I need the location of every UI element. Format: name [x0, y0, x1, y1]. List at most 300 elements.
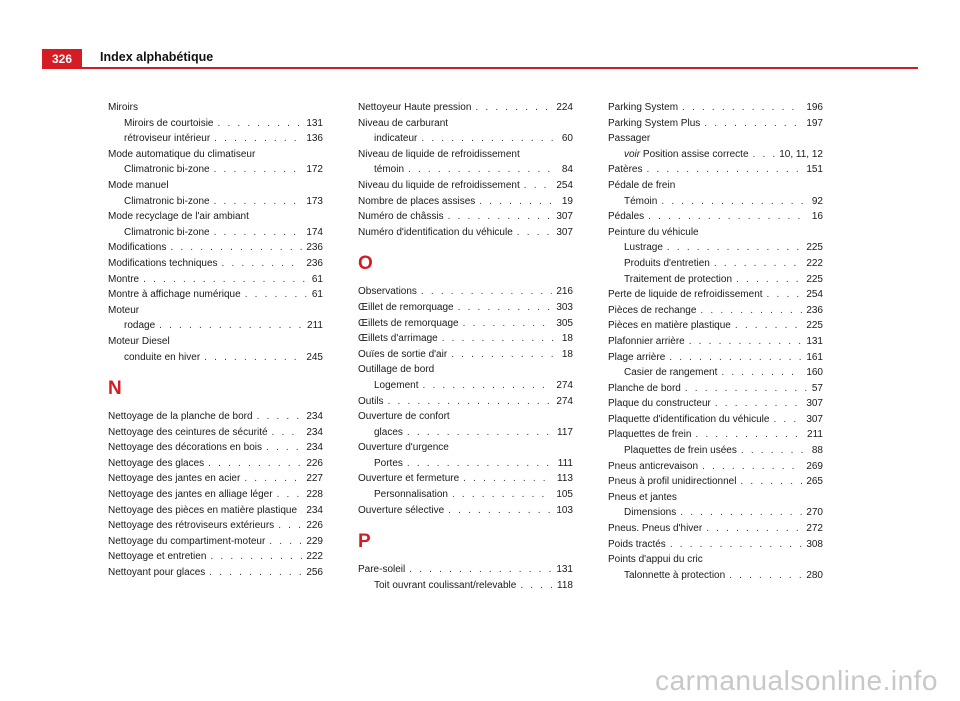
entry-page: 136 [306, 133, 323, 145]
entry-page: 272 [806, 523, 823, 535]
entry-label [608, 537, 666, 553]
entry-page: 61 [311, 273, 323, 285]
entry-text: Traitement de protection [624, 273, 733, 285]
index-entry [608, 427, 823, 443]
entry-text: conduite en hiver [124, 351, 201, 363]
dot-leader [222, 256, 303, 272]
entry-text: Patères [608, 164, 643, 176]
index-entry [608, 334, 823, 350]
index-entry [608, 412, 823, 428]
entry-label [358, 331, 438, 347]
entry-page: 274 [556, 379, 573, 391]
index-entry [108, 256, 323, 272]
index-heading: Points d'appui du cric [608, 554, 703, 566]
entry-text: Casier de rangement [624, 367, 718, 379]
entry-page: 131 [556, 564, 573, 576]
index-subentry [608, 505, 823, 521]
entry-page: 307 [806, 413, 823, 425]
entry-label [374, 378, 418, 394]
index-entry [358, 178, 573, 194]
index-entry [608, 396, 823, 412]
entry-page: 173 [306, 195, 323, 207]
entry-page: 211 [807, 429, 823, 441]
entry-page: 269 [806, 460, 823, 472]
entry-label [108, 272, 139, 288]
index-entry [108, 518, 323, 534]
dot-leader [407, 425, 553, 441]
entry-text: Montre [108, 273, 140, 285]
entry-text: Plage arrière [608, 351, 666, 363]
entry-text: Parking System Plus [608, 117, 701, 129]
entry-label [374, 578, 516, 594]
dot-leader [753, 147, 776, 163]
entry-label [124, 116, 213, 132]
entry-label [108, 471, 240, 487]
index-entry [108, 272, 323, 288]
entry-text: Perte de liquide de refroidissement [608, 289, 763, 301]
entry-label [358, 100, 471, 116]
entry-label [608, 209, 644, 225]
page-number: 326 [42, 49, 82, 69]
entry-label [108, 409, 253, 425]
entry-text: Nettoyage des pièces en matière plastique [108, 504, 298, 516]
dot-leader [245, 287, 308, 303]
entry-label [358, 225, 513, 241]
page-title: Index alphabétique [100, 50, 214, 64]
index-entry [608, 303, 823, 319]
entry-text: Toit ouvrant coulissant/relevable [374, 579, 517, 591]
entry-page: 245 [306, 351, 323, 363]
entry-text: Climatronic bi-zone [124, 195, 210, 207]
entry-label [124, 194, 210, 210]
index-column-3 [608, 100, 823, 583]
dot-leader [407, 456, 554, 472]
entry-page: 225 [806, 242, 823, 254]
index-subentry [108, 162, 323, 178]
dot-leader [209, 565, 302, 581]
entry-label [624, 256, 710, 272]
entry-label [124, 162, 210, 178]
index-subentry [608, 256, 823, 272]
entry-text: Pièces de rechange [608, 304, 697, 316]
entry-text: Plaque du constructeur [608, 398, 711, 410]
entry-label [608, 287, 763, 303]
entry-label [624, 443, 737, 459]
entry-text: Miroirs de courtoisie [124, 117, 214, 129]
index-entry [608, 474, 823, 490]
entry-label [358, 394, 384, 410]
entry-page: 103 [556, 504, 573, 516]
index-entry [358, 394, 573, 410]
index-subentry [108, 116, 323, 132]
entry-page: 303 [556, 301, 573, 313]
entry-page: 226 [306, 520, 323, 532]
entry-text: Numéro d'identification du véhicule [358, 226, 513, 238]
entry-page: 92 [811, 195, 823, 207]
index-subentry [108, 225, 323, 241]
entry-page: 57 [811, 382, 823, 394]
entry-label [624, 194, 657, 210]
entry-text: Talonnette à protection [624, 569, 726, 581]
dot-leader [448, 209, 553, 225]
entry-text: Dimensions [624, 507, 677, 519]
dot-leader [667, 240, 802, 256]
index-entry [108, 425, 323, 441]
entry-text: Personnalisation [374, 489, 448, 501]
dot-leader [700, 303, 802, 319]
dot-leader [214, 194, 303, 210]
dot-leader [475, 100, 552, 116]
entry-label [608, 100, 678, 116]
entry-page: 265 [806, 476, 823, 488]
index-entry [608, 100, 823, 116]
index-heading: Moteur [108, 304, 140, 316]
index-entry [608, 287, 823, 303]
index-subentry [108, 194, 323, 210]
entry-label [358, 503, 444, 519]
entry-label [108, 456, 204, 472]
entry-page: 222 [806, 257, 823, 269]
entry-label [108, 240, 166, 256]
entry-label [608, 521, 702, 537]
entry-page: 151 [806, 164, 823, 176]
index-entry [358, 209, 573, 225]
index-heading: Ouverture d'urgence [358, 442, 449, 454]
index-heading: Mode automatique du climatiseur [108, 148, 256, 160]
dot-leader [740, 474, 802, 490]
entry-label [608, 412, 769, 428]
entry-text: Portes [374, 457, 403, 469]
index-entry [108, 503, 323, 519]
watermark: carmanualsonline.info [655, 665, 938, 696]
entry-label [124, 350, 200, 366]
index-heading: Peinture du véhicule [608, 226, 699, 238]
see-reference: voir [624, 148, 641, 160]
dot-leader [421, 284, 552, 300]
entry-text: Pneus anticrevaison [608, 460, 699, 472]
index-heading: Passager [608, 133, 651, 145]
entry-text: Nombre de places assises [358, 195, 476, 207]
entry-page: 274 [556, 395, 573, 407]
entry-label [358, 300, 454, 316]
index-column-1 [108, 100, 323, 581]
index-entry [108, 240, 323, 256]
entry-text: Position assise correcte [642, 148, 749, 160]
entry-text: Pneus. Pneus d'hiver [608, 523, 703, 535]
entry-text: Climatronic bi-zone [124, 164, 210, 176]
dot-leader [704, 116, 802, 132]
entry-page: 254 [806, 289, 823, 301]
index-heading: Mode manuel [108, 179, 169, 191]
entry-label [608, 162, 642, 178]
dot-leader [721, 365, 802, 381]
dot-leader [214, 225, 303, 241]
entry-label [358, 347, 447, 363]
entry-page: 234 [306, 411, 323, 423]
entry-label [624, 147, 749, 163]
index-entry [358, 300, 573, 316]
dot-leader [214, 162, 303, 178]
entry-label [608, 318, 731, 334]
entry-page: 228 [306, 489, 323, 501]
entry-text: Plaquettes de frein [608, 429, 692, 441]
entry-text: Pédales [608, 211, 645, 223]
entry-text: Nettoyage du compartiment-moteur [108, 535, 266, 547]
entry-label [124, 225, 210, 241]
entry-page: 307 [556, 211, 573, 223]
entry-page: 216 [556, 286, 573, 298]
dot-leader [520, 578, 553, 594]
dot-leader [159, 318, 303, 334]
dot-leader [442, 331, 558, 347]
entry-label [358, 178, 520, 194]
entry-page: 105 [556, 489, 573, 501]
entry-text: Plaquette d'identification du véhicule [608, 413, 770, 425]
index-entry [108, 549, 323, 565]
entry-text: Niveau du liquide de refroidissement [358, 179, 520, 191]
index-heading: Moteur Diesel [108, 335, 170, 347]
dot-leader [736, 272, 802, 288]
index-entry [608, 537, 823, 553]
index-heading: Pédale de frein [608, 179, 676, 191]
dot-leader [706, 521, 802, 537]
entry-label [624, 240, 663, 256]
entry-text: Plaquettes de frein usées [624, 445, 737, 457]
entry-page: 305 [556, 317, 573, 329]
index-entry [358, 562, 573, 578]
entry-text: Produits d'entretien [624, 257, 710, 269]
entry-text: Nettoyage et entretien [108, 551, 207, 563]
dot-leader [266, 440, 302, 456]
entry-label [108, 425, 268, 441]
entry-label [358, 562, 405, 578]
index-entry [358, 503, 573, 519]
dot-leader [408, 162, 558, 178]
index-entry [608, 318, 823, 334]
entry-label [624, 568, 725, 584]
entry-page: 225 [806, 320, 823, 332]
entry-page: 118 [557, 579, 573, 591]
entry-text: Pièces en matière plastique [608, 320, 731, 332]
entry-text: rodage [124, 320, 156, 332]
entry-page: 211 [307, 320, 323, 332]
index-entry [608, 381, 823, 397]
entry-text: glaces [374, 426, 403, 438]
entry-label [624, 365, 717, 381]
entry-page: 270 [806, 507, 823, 519]
dot-leader [670, 537, 803, 553]
entry-page: 113 [557, 473, 573, 485]
index-entry [358, 316, 573, 332]
entry-text: Plafonnier arrière [608, 335, 685, 347]
entry-page: 236 [306, 242, 323, 254]
entry-label [608, 334, 685, 350]
index-subentry [108, 318, 323, 334]
entry-label [108, 256, 218, 272]
entry-page: 131 [806, 335, 823, 347]
index-subentry [358, 162, 573, 178]
index-heading: Miroirs [108, 102, 138, 113]
index-entry [608, 116, 823, 132]
index-entry [108, 565, 323, 581]
entry-label [108, 287, 241, 303]
index-entry [358, 194, 573, 210]
index-entry [358, 225, 573, 241]
entry-label [374, 487, 448, 503]
entry-page: 197 [806, 117, 823, 129]
index-subentry [358, 378, 573, 394]
entry-label [108, 518, 274, 534]
section-letter: P [358, 531, 371, 553]
index-subentry [608, 240, 823, 256]
entry-label [374, 456, 403, 472]
index-heading: Pneus et jantes [608, 491, 677, 503]
index-subentry [358, 131, 573, 147]
entry-text: Climatronic bi-zone [124, 226, 210, 238]
entry-text: Témoin [624, 195, 658, 207]
entry-page: 117 [557, 426, 573, 438]
entry-text: rétroviseur intérieur [124, 133, 211, 145]
dot-leader [463, 316, 553, 332]
entry-text: Numéro de châssis [358, 211, 444, 223]
entry-text: Montre à affichage numérique [108, 289, 241, 301]
dot-leader [301, 503, 302, 519]
index-entry [108, 287, 323, 303]
entry-text: Ouverture et fermeture [358, 473, 460, 485]
entry-text: Nettoyeur Haute pression [358, 102, 472, 113]
entry-page: 236 [306, 257, 323, 269]
index-entry [108, 487, 323, 503]
entry-label [608, 350, 665, 366]
dot-leader [741, 443, 808, 459]
entry-label [358, 471, 459, 487]
dot-leader [452, 487, 552, 503]
entry-page: 18 [561, 333, 573, 345]
index-heading: Mode recyclage de l'air ambiant [108, 211, 249, 223]
entry-page: 308 [806, 538, 823, 550]
dot-leader [463, 471, 553, 487]
entry-page: 84 [561, 164, 573, 176]
entry-text: Planche de bord [608, 382, 681, 394]
dot-leader [648, 209, 808, 225]
index-entry [108, 440, 323, 456]
entry-page: 256 [306, 567, 323, 579]
entry-page: 172 [306, 164, 323, 176]
entry-page: 61 [311, 289, 323, 301]
entry-label [124, 131, 210, 147]
entry-page: 60 [561, 133, 573, 145]
entry-label [124, 318, 155, 334]
index-heading: Niveau de liquide de refroidissement [358, 148, 520, 160]
entry-page: 111 [557, 457, 573, 469]
entry-label [624, 505, 676, 521]
dot-leader [210, 549, 302, 565]
index-subentry [608, 568, 823, 584]
index-entry [108, 456, 323, 472]
index-entry [358, 471, 573, 487]
entry-label [608, 303, 696, 319]
entry-page: 234 [306, 504, 323, 516]
index-column-2 [358, 100, 573, 593]
index-entry [358, 331, 573, 347]
dot-leader [479, 194, 558, 210]
dot-leader [773, 412, 802, 428]
index-entry [108, 471, 323, 487]
entry-page: 307 [806, 398, 823, 410]
index-heading: Outillage de bord [358, 364, 435, 376]
entry-text: Œillet de remorquage [358, 301, 454, 313]
entry-text: Modifications [108, 242, 167, 254]
entry-label [108, 549, 206, 565]
entry-label [108, 440, 262, 456]
index-subentry [358, 425, 573, 441]
dot-leader [278, 518, 302, 534]
dot-leader [695, 427, 803, 443]
dot-leader [669, 350, 802, 366]
entry-label [608, 427, 691, 443]
dot-leader [702, 459, 802, 475]
dot-leader [208, 456, 302, 472]
entry-label [374, 131, 417, 147]
entry-label [374, 162, 404, 178]
dot-leader [524, 178, 553, 194]
entry-page: 234 [306, 442, 323, 454]
index-entry [358, 347, 573, 363]
dot-leader [517, 225, 553, 241]
dot-leader [458, 300, 553, 316]
entry-page: 254 [556, 179, 573, 191]
entry-text: Observations [358, 286, 417, 298]
dot-leader [244, 471, 302, 487]
dot-leader [170, 240, 302, 256]
index-heading: Niveau de carburant [358, 117, 449, 129]
dot-leader [715, 396, 802, 412]
entry-text: Nettoyage de la planche de bord [108, 411, 253, 423]
entry-page: 131 [306, 117, 323, 129]
dot-leader [714, 256, 802, 272]
entry-label [608, 396, 711, 412]
index-subentry [108, 131, 323, 147]
index-subentry [608, 194, 823, 210]
index-heading: Ouverture de confort [358, 411, 450, 423]
index-subentry [608, 443, 823, 459]
entry-page: 307 [556, 226, 573, 238]
dot-leader [214, 131, 302, 147]
entry-page: 236 [806, 304, 823, 316]
index-subentry [108, 350, 323, 366]
header-rule [82, 67, 918, 69]
entry-page: 16 [811, 211, 823, 223]
entry-text: Ouïes de sortie d'air [358, 348, 448, 360]
entry-text: Nettoyage des ceintures de sécurité [108, 426, 268, 438]
entry-label [108, 534, 265, 550]
entry-label [374, 425, 403, 441]
index-subentry [608, 272, 823, 288]
entry-page: 18 [561, 348, 573, 360]
index-entry [608, 521, 823, 537]
index-subentry [608, 147, 823, 163]
entry-text: Nettoyage des jantes en acier [108, 473, 241, 485]
index-entry [608, 459, 823, 475]
dot-leader [217, 116, 302, 132]
dot-leader [409, 562, 552, 578]
dot-leader [682, 100, 802, 116]
entry-page: 19 [561, 195, 573, 207]
section-letter: N [108, 378, 122, 400]
dot-leader [204, 350, 302, 366]
dot-leader [421, 131, 558, 147]
entry-text: Poids tractés [608, 538, 666, 550]
